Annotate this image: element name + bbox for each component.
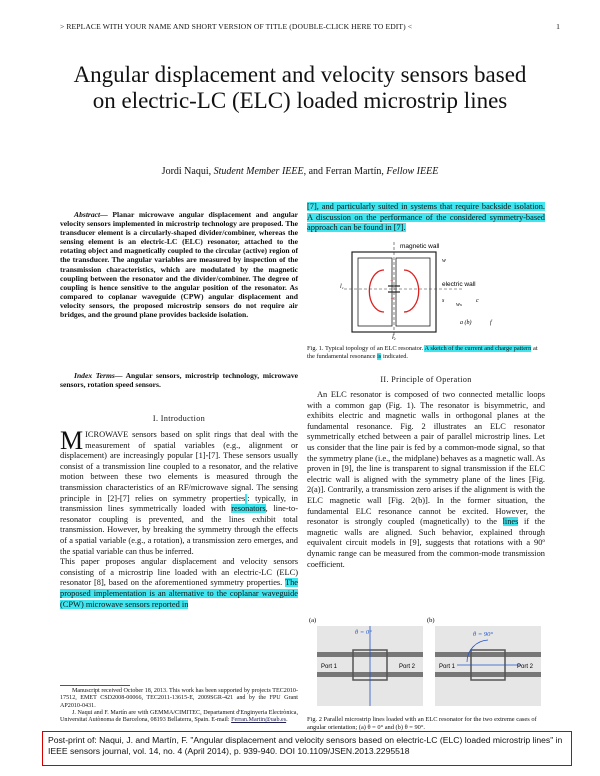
intro-p1-highlight: resonators	[231, 504, 266, 514]
figure-2-caption: Fig. 2 Parallel microstrip lines loaded with an ELC resonator for the two extreme cases of angular orientation; (a) θ = 0° and (b) θ = 90°.	[307, 716, 537, 731]
fig2-panel-a-label: (a)	[309, 617, 317, 624]
index-terms-label: Index Terms	[74, 371, 115, 380]
intro-p1-b: : typically, in transmission lines symmetrically loaded with	[60, 493, 298, 514]
abstract	[60, 210, 298, 319]
fig2-panel-b-label: (b)	[427, 617, 435, 624]
footnotes	[60, 688, 298, 724]
fig1-caption-c: indicated.	[382, 352, 409, 360]
footnote-rule	[60, 685, 130, 686]
fig1-charge-plus: +	[390, 279, 394, 285]
fig1-charge-minus: –	[391, 296, 394, 302]
section-heading-principle: II. Principle of Operation	[380, 375, 472, 384]
author-line	[60, 166, 540, 177]
running-title: > REPLACE WITH YOUR NAME AND SHORT VERSION OF TITLE (DOUBLE-CLICK HERE TO EDIT) <	[60, 22, 413, 31]
fig2b-line-bottom	[435, 672, 541, 677]
fig2b-theta: θ = 90°	[473, 631, 493, 638]
fig2b-line-top	[435, 652, 541, 657]
fig1-label-f: f	[490, 320, 492, 326]
principle-p1-a: An ELC resonator is composed of two connected metallic loops with a common gap (Fig. 1). The resonator is bisymmetric, and exhibits electric and magnetic walls in orthogonal planes at the fundamental resonance. Fig. 2 illustrates an ELC resonator symmetrically etched between a pair of parallel microstrip lines. Let us consider that the line pair is fed by a common-mode signal, so that the symmetry plane (i.e., the midplane) behaves as a magnetic wall. As proven in [9], the line is transparent to signal transmission if the ELC electric wall is aligned with the symmetry plane of the lines [Fig. 2(a)]. Contrarily, a transmission zero arises if the alignment is with the ELC magnetic wall [Fig. 2(b)]. In the former situation, the fundamental ELC resonance cannot be excited. However, the resonator is strongly coupled (magnetically) to the	[307, 390, 545, 527]
footnote-2	[60, 710, 298, 725]
fig2a-port1: Port 1	[321, 664, 338, 670]
author-separator: , and Ferran Martín,	[303, 166, 384, 177]
intro-p1-c: , line-to-resonator coupling is prevented, and the lines exhibit total transmission. However, by breaking the symmetry through the effects of a spatial variable (e.g., a rotation), a transmission zero emerges, and the spatial variable can thus be inferred.	[60, 504, 298, 556]
footnote-2-text: J. Naqui and F. Martín are with GEMMA/CIMITEC, Departament d'Enginyeria Electrònica, Universitat Autònoma de Barcelona, 08193 Bellaterra, Spain. E-mail:	[60, 709, 298, 724]
abstract-text: — Planar microwave angular displacement and angular velocity sensors implemented in microstrip technology are proposed. The transducer element is a circularly-shaped divider/combiner, whereas the sensing element is an electric-LC (ELC) resonator, attached to the rotating object and magnetically coupled to the circular (active) region of the transducer. The angular variables are measured by inspection of the transmission characteristics, which are modulated by the magnetic coupling between the resonator and the divider/combiner. The degree of coupling is hence sensitive to the angular position of the resonator. As compared to coplanar waveguide (CPW) angular displacement and velocity sensors, the proposed microstrip sensors do not require air bridges, and the ground plane provides backside isolation.	[60, 210, 298, 320]
fig1-caption-highlight-2: is	[377, 352, 382, 360]
figure-1-elc-resonator	[330, 240, 520, 340]
fig1-caption-b: at the fundamental resonance	[307, 345, 538, 360]
fig1-current-right	[404, 270, 419, 312]
principle-highlight: lines	[502, 517, 519, 527]
fig1-label-ws: wₛ	[456, 302, 463, 308]
page-number: 1	[556, 22, 560, 31]
fig2a-port2: Port 2	[399, 664, 416, 670]
paper-title: Angular displacement and velocity sensors based on electric-LC (ELC) loaded microstrip lines	[73, 62, 527, 113]
fig1-label-magnetic-wall: magnetic wall	[400, 243, 440, 250]
fig1-label-l1: l₁	[340, 284, 344, 290]
fig1-label-s: s	[442, 298, 445, 304]
footnote-2-end: .	[286, 717, 288, 724]
index-terms-text: — Angular sensors, microstrip technology, microwave sensors, rotation speed sensors.	[60, 371, 299, 390]
intro-p1-a: ICROWAVE sensors based on split rings that deal with the measurement of spatial variables (e.g., alignment or displacement) are increasingly popular [1]-[7]. These sensors usually consist of a transmission line coupled to a resonator, and the relative motion between these two elements is measured through the transmission characteristics of an RF/microwave signal. The sensing principle in [2]-[7] relies on symmetry properties	[60, 430, 298, 503]
author-email-link[interactable]: Ferran.Martin@uab.es	[231, 717, 287, 724]
fig1-caption-a: Fig. 1. Typical topology of an ELC resonator.	[307, 345, 424, 352]
drop-cap: M	[60, 426, 84, 455]
fig1-label-electric-wall: electric wall	[442, 281, 476, 288]
abstract-label: Abstract	[74, 210, 101, 219]
principle-body	[307, 390, 545, 570]
figure-2-parallel-lines	[307, 612, 545, 712]
running-header	[60, 22, 560, 31]
fig2b-port1: Port 1	[439, 664, 456, 670]
fig1-current-left	[369, 270, 384, 312]
right-column-continuation	[307, 202, 545, 234]
fig2a-theta: θ = 0°	[355, 629, 372, 636]
principle-p1-b: if the magnetic walls are aligned. Such behavior, explained through equivalent circuit models in [9], suggests that rotations with a 90º dynamic range can be measured from the common-mode transmission coefficient.	[307, 517, 546, 569]
fig1-label-a: a (b)	[460, 320, 472, 326]
fig1-inner-right-loop	[396, 258, 430, 326]
continuation-highlight: [7], and particularly suited in systems that require backside isolation. A discussion on the performance of the considered symmetry-based approach can be found in [7].	[307, 202, 545, 233]
fig1-inner-left-loop	[358, 258, 392, 326]
fig1-label-c: c	[476, 298, 479, 304]
footnote-1: Manuscript received October 18, 2013. This work has been supported by projects TEC2010-17512, EMET CSD2008-00066, TEC2011-13615-E, 2009SGR-421 and by the FPU Grant AP2010-0431.	[60, 688, 298, 709]
figure-1-caption	[307, 345, 545, 361]
fig1-caption-highlight-1: A sketch of the current and charge pattern	[424, 345, 532, 352]
fig2b-port2: Port 2	[517, 664, 534, 670]
author-1-role: Student Member IEEE	[213, 166, 304, 177]
fig1-label-l2: l₂	[392, 335, 396, 340]
intro-p2-a: This paper proposes angular displacement and velocity sensors consisting of a microstrip line loaded with an electric-LC (ELC) resonator [8], based on the aforementioned symmetry properties.	[60, 557, 298, 588]
section-heading-introduction: I. Introduction	[152, 414, 206, 423]
postprint-notice: Post-print of: Naqui, J. and Martín, F. "Angular displacement and velocity sensors based on electric-LC (ELC) loaded microstrip lines" in IEEE sensors journal, vol. 14, no. 4 (April 2014), p. 939-940. DOI 10.1109/JSEN.2013.2295518	[42, 731, 572, 766]
intro-p2-highlight: The proposed implementation is an alternative to the coplanar waveguide (CPW) microwave sensors reported in	[60, 578, 298, 609]
author-2-role: Fellow IEEE	[386, 166, 439, 177]
fig1-label-w: w	[442, 258, 447, 264]
author-1: Jordi Naqui,	[161, 166, 212, 177]
introduction-body	[60, 426, 298, 610]
index-terms	[60, 371, 298, 389]
